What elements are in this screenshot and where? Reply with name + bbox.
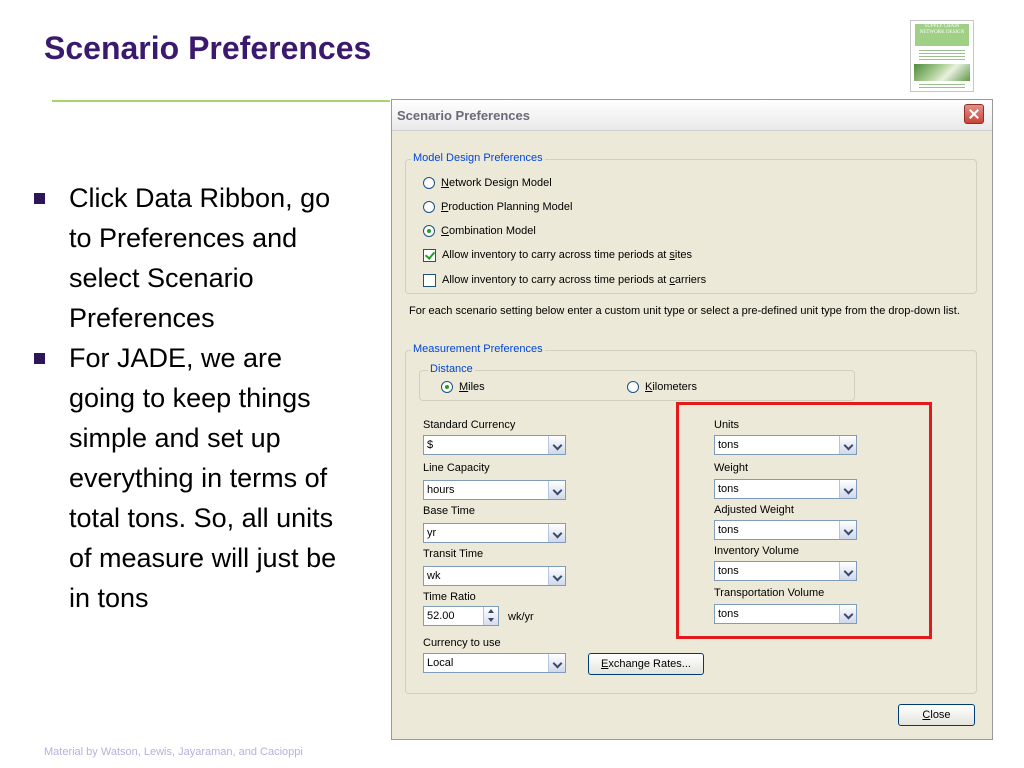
- close-button[interactable]: Close: [898, 704, 975, 726]
- checkbox-label: Allow inventory to carry across time periods at sites: [442, 249, 693, 261]
- currency-to-use-label: Currency to use: [423, 637, 501, 649]
- chevron-down-icon[interactable]: [548, 524, 565, 542]
- slide-footer: Material by Watson, Lewis, Jayaraman, and Cacioppi: [44, 746, 303, 758]
- production-planning-model-radio[interactable]: [423, 198, 572, 216]
- radio-selected-icon: [441, 381, 453, 393]
- radio-label: Miles: [459, 381, 485, 393]
- dialog-titlebar[interactable]: [392, 100, 992, 131]
- carry-inventory-carriers-checkbox[interactable]: [423, 271, 706, 289]
- base-time-value: yr: [427, 527, 437, 539]
- bullet-item: [34, 178, 354, 338]
- inventory-volume-value: tons: [718, 565, 739, 577]
- radio-label: Combination Model: [441, 225, 536, 237]
- inventory-volume-label: Inventory Volume: [714, 545, 799, 557]
- transit-time-select[interactable]: [423, 566, 566, 586]
- transportation-volume-value: tons: [718, 608, 739, 620]
- radio-label: Production Planning Model: [441, 201, 573, 213]
- weight-value: tons: [718, 483, 739, 495]
- dialog-title: Scenario Preferences: [397, 108, 530, 123]
- radio-label: Kilometers: [645, 381, 697, 393]
- close-icon[interactable]: [964, 104, 984, 124]
- line-capacity-select[interactable]: [423, 480, 566, 500]
- chevron-down-icon[interactable]: [548, 481, 565, 499]
- adjusted-weight-label: Adjusted Weight: [714, 504, 794, 516]
- time-ratio-value: 52.00: [427, 610, 455, 622]
- line-capacity-label: Line Capacity: [423, 462, 490, 474]
- bullet-marker-icon: [34, 353, 45, 364]
- currency-to-use-value: Local: [427, 657, 454, 669]
- radio-label: Network Design Model: [441, 177, 552, 189]
- bullet-marker-icon: [34, 193, 45, 204]
- standard-currency-label: Standard Currency: [423, 419, 516, 431]
- base-time-select[interactable]: [423, 523, 566, 543]
- book-cover-title: SUPPLY CHAIN NETWORK DESIGN: [915, 24, 969, 46]
- transit-time-value: wk: [427, 570, 441, 582]
- measurement-legend: Measurement Preferences: [413, 343, 543, 355]
- units-label: Units: [714, 419, 740, 431]
- transportation-volume-label: Transportation Volume: [714, 587, 825, 599]
- standard-currency-select[interactable]: [423, 435, 566, 455]
- base-time-label: Base Time: [423, 505, 475, 517]
- bullet-text: For JADE, we are going to keep things simple and set up everything in terms of total tons. So, all units of measure will just be in tons: [69, 343, 337, 613]
- adjusted-weight-value: tons: [718, 524, 739, 536]
- time-ratio-label: Time Ratio: [423, 591, 476, 603]
- bullet-list: [34, 178, 354, 618]
- book-cover-image: [910, 20, 974, 92]
- line-capacity-value: hours: [427, 484, 455, 496]
- distance-legend: Distance: [430, 363, 473, 375]
- model-design-legend: Model Design Preferences: [413, 152, 543, 164]
- checkbox-label: Allow inventory to carry across time periods at carriers: [442, 274, 707, 286]
- bullet-item: [34, 338, 354, 618]
- standard-currency-value: $: [427, 439, 434, 451]
- radio-icon: [423, 201, 435, 213]
- kilometers-radio[interactable]: [627, 378, 697, 396]
- bullet-text: Click Data Ribbon, go to Preferences and select Scenario Preferences: [69, 183, 331, 333]
- radio-icon: [627, 381, 639, 393]
- chevron-down-icon[interactable]: [548, 436, 565, 454]
- model-design-group: [405, 152, 977, 294]
- title-divider: [52, 100, 390, 102]
- units-value: tons: [718, 439, 739, 451]
- spinner-arrows-icon[interactable]: [483, 607, 498, 625]
- chevron-down-icon[interactable]: [548, 567, 565, 585]
- red-highlight-box: [676, 402, 932, 639]
- radio-selected-icon: [423, 225, 435, 237]
- weight-label: Weight: [714, 462, 749, 474]
- currency-to-use-select[interactable]: [423, 653, 566, 673]
- checkbox-checked-icon: [423, 249, 436, 262]
- network-design-model-radio[interactable]: [423, 174, 552, 192]
- time-ratio-spinner[interactable]: [423, 606, 499, 626]
- chevron-down-icon[interactable]: [548, 654, 565, 672]
- unit-instructions-text: For each scenario setting below enter a custom unit type or select a pre-defined unit type from the drop-down list.: [409, 305, 960, 317]
- distance-group: [419, 363, 855, 401]
- book-cover-map: [914, 64, 970, 81]
- radio-icon: [423, 177, 435, 189]
- combination-model-radio[interactable]: [423, 222, 536, 240]
- book-cover-lines: [919, 48, 965, 62]
- transit-time-label: Transit Time: [423, 548, 484, 560]
- slide-title: Scenario Preferences: [44, 30, 372, 66]
- exchange-rates-button[interactable]: Exchange Rates...: [588, 653, 704, 675]
- time-ratio-unit: wk/yr: [508, 611, 534, 623]
- checkbox-icon: [423, 274, 436, 287]
- miles-radio[interactable]: [441, 378, 485, 396]
- book-cover-footer: [919, 82, 965, 90]
- carry-inventory-sites-checkbox[interactable]: [423, 246, 692, 264]
